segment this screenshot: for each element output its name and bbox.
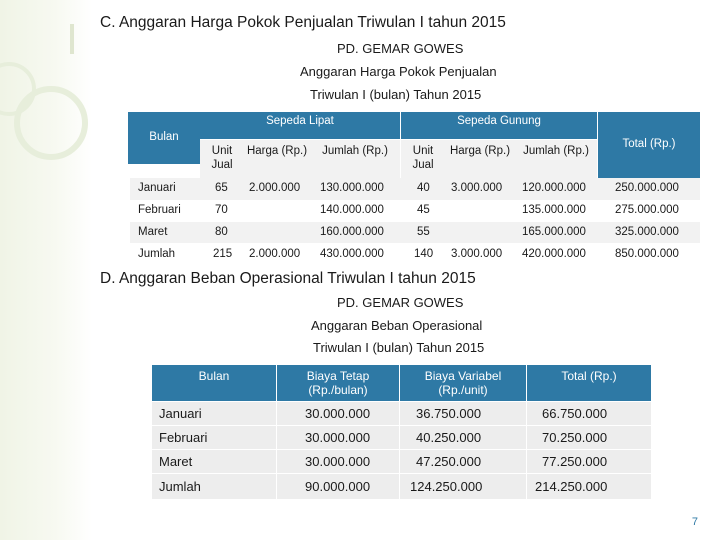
row-jumlah-lipat: 160.000.000 [320,226,384,238]
section-c-heading: C. Anggaran Harga Pokok Penjualan Triwulan I tahun 2015 [100,14,506,31]
row-jumlah-lipat: 430.000.000 [320,248,384,260]
header-total [598,112,700,178]
row-biaya-tetap: 30.000.000 [305,454,371,469]
row-total: 250.000.000 [615,182,679,194]
row-total: 77.250.000 [542,454,608,469]
header-bulan: Bulan [152,365,276,401]
subheader-jumlah-gunung: Jumlah (Rp.) [515,140,597,178]
row-bulan: Februari [159,430,208,445]
row-biaya-tetap: 90.000.000 [305,479,371,494]
row-unit-lipat: 80 [215,226,228,238]
row-bulan: Februari [138,204,181,216]
row-harga-gunung: 3.000.000 [451,182,503,194]
row-unit-lipat: 215 [213,248,233,260]
header-biaya-tetap [277,365,399,401]
row-jumlah-lipat: 130.000.000 [320,182,384,194]
row-unit-gunung: 55 [417,226,430,238]
row-jumlah-gunung: 120.000.000 [522,182,586,194]
row-total: 66.750.000 [542,406,608,421]
row-biaya-variabel: 47.250.000 [416,454,482,469]
header-bulan: Bulan [128,112,200,164]
subheader-harga-gunung: Harga (Rp.) [445,140,515,178]
subheader-harga-lipat: Harga (Rp.) [244,140,310,178]
header-biaya-variabel [400,365,526,401]
header-biaya-tetap-label: Biaya Tetap (Rp./bulan) [306,369,370,398]
row-biaya-variabel: 40.250.000 [416,430,482,445]
section-d-subtitle: Anggaran Beban Operasional [311,318,483,333]
row-total: 214.250.000 [535,479,608,494]
row-jumlah-gunung: 420.000.000 [522,248,586,260]
row-bulan: Jumlah [138,248,176,260]
subheader-unit-lipat: Unit Jual [200,140,244,178]
row-biaya-tetap: 30.000.000 [305,430,371,445]
row-total: 325.000.000 [615,226,679,238]
row-harga-lipat: 2.000.000 [249,248,301,260]
subheader-jumlah-lipat: Jumlah (Rp.) [310,140,400,178]
row-harga-lipat: 2.000.000 [249,182,301,194]
row-total: 275.000.000 [615,204,679,216]
row-jumlah-gunung: 135.000.000 [522,204,586,216]
row-total: 850.000.000 [615,248,679,260]
header-sepeda-gunung: Sepeda Gunung [401,112,597,139]
row-harga-gunung: 3.000.000 [451,248,503,260]
row-biaya-variabel: 124.250.000 [410,479,483,494]
row-bulan: Maret [138,226,168,238]
row-biaya-variabel: 36.750.000 [416,406,482,421]
row-jumlah-gunung: 165.000.000 [522,226,586,238]
header-sepeda-lipat: Sepeda Lipat [200,112,400,139]
section-c-period: Triwulan I (bulan) Tahun 2015 [310,87,482,102]
row-unit-gunung: 140 [414,248,434,260]
row-unit-lipat: 70 [215,204,228,216]
header-total-label: Total (Rp.) [622,138,676,151]
section-d-period: Triwulan I (bulan) Tahun 2015 [313,340,485,355]
section-c-subtitle: Anggaran Harga Pokok Penjualan [300,64,497,79]
row-bulan: Jumlah [159,479,201,494]
header-biaya-variabel-label: Biaya Variabel (Rp./unit) [424,369,502,398]
section-d-heading: D. Anggaran Beban Operasional Triwulan I tahun 2015 [100,270,476,287]
subheader-unit-gunung: Unit Jual [401,140,445,178]
header-total: Total (Rp.) [527,365,651,401]
decorative-line [70,24,74,54]
row-biaya-tetap: 30.000.000 [305,406,371,421]
row-jumlah-lipat: 140.000.000 [320,204,384,216]
row-bulan: Maret [159,454,193,469]
section-c-company: PD. GEMAR GOWES [337,41,464,56]
section-d-company: PD. GEMAR GOWES [337,295,464,310]
page-number: 7 [691,516,698,528]
row-unit-gunung: 40 [417,182,430,194]
row-unit-gunung: 45 [417,204,430,216]
row-total: 70.250.000 [542,430,608,445]
row-bulan: Januari [159,406,202,421]
row-unit-lipat: 65 [215,182,228,194]
row-bulan: Januari [138,182,176,194]
